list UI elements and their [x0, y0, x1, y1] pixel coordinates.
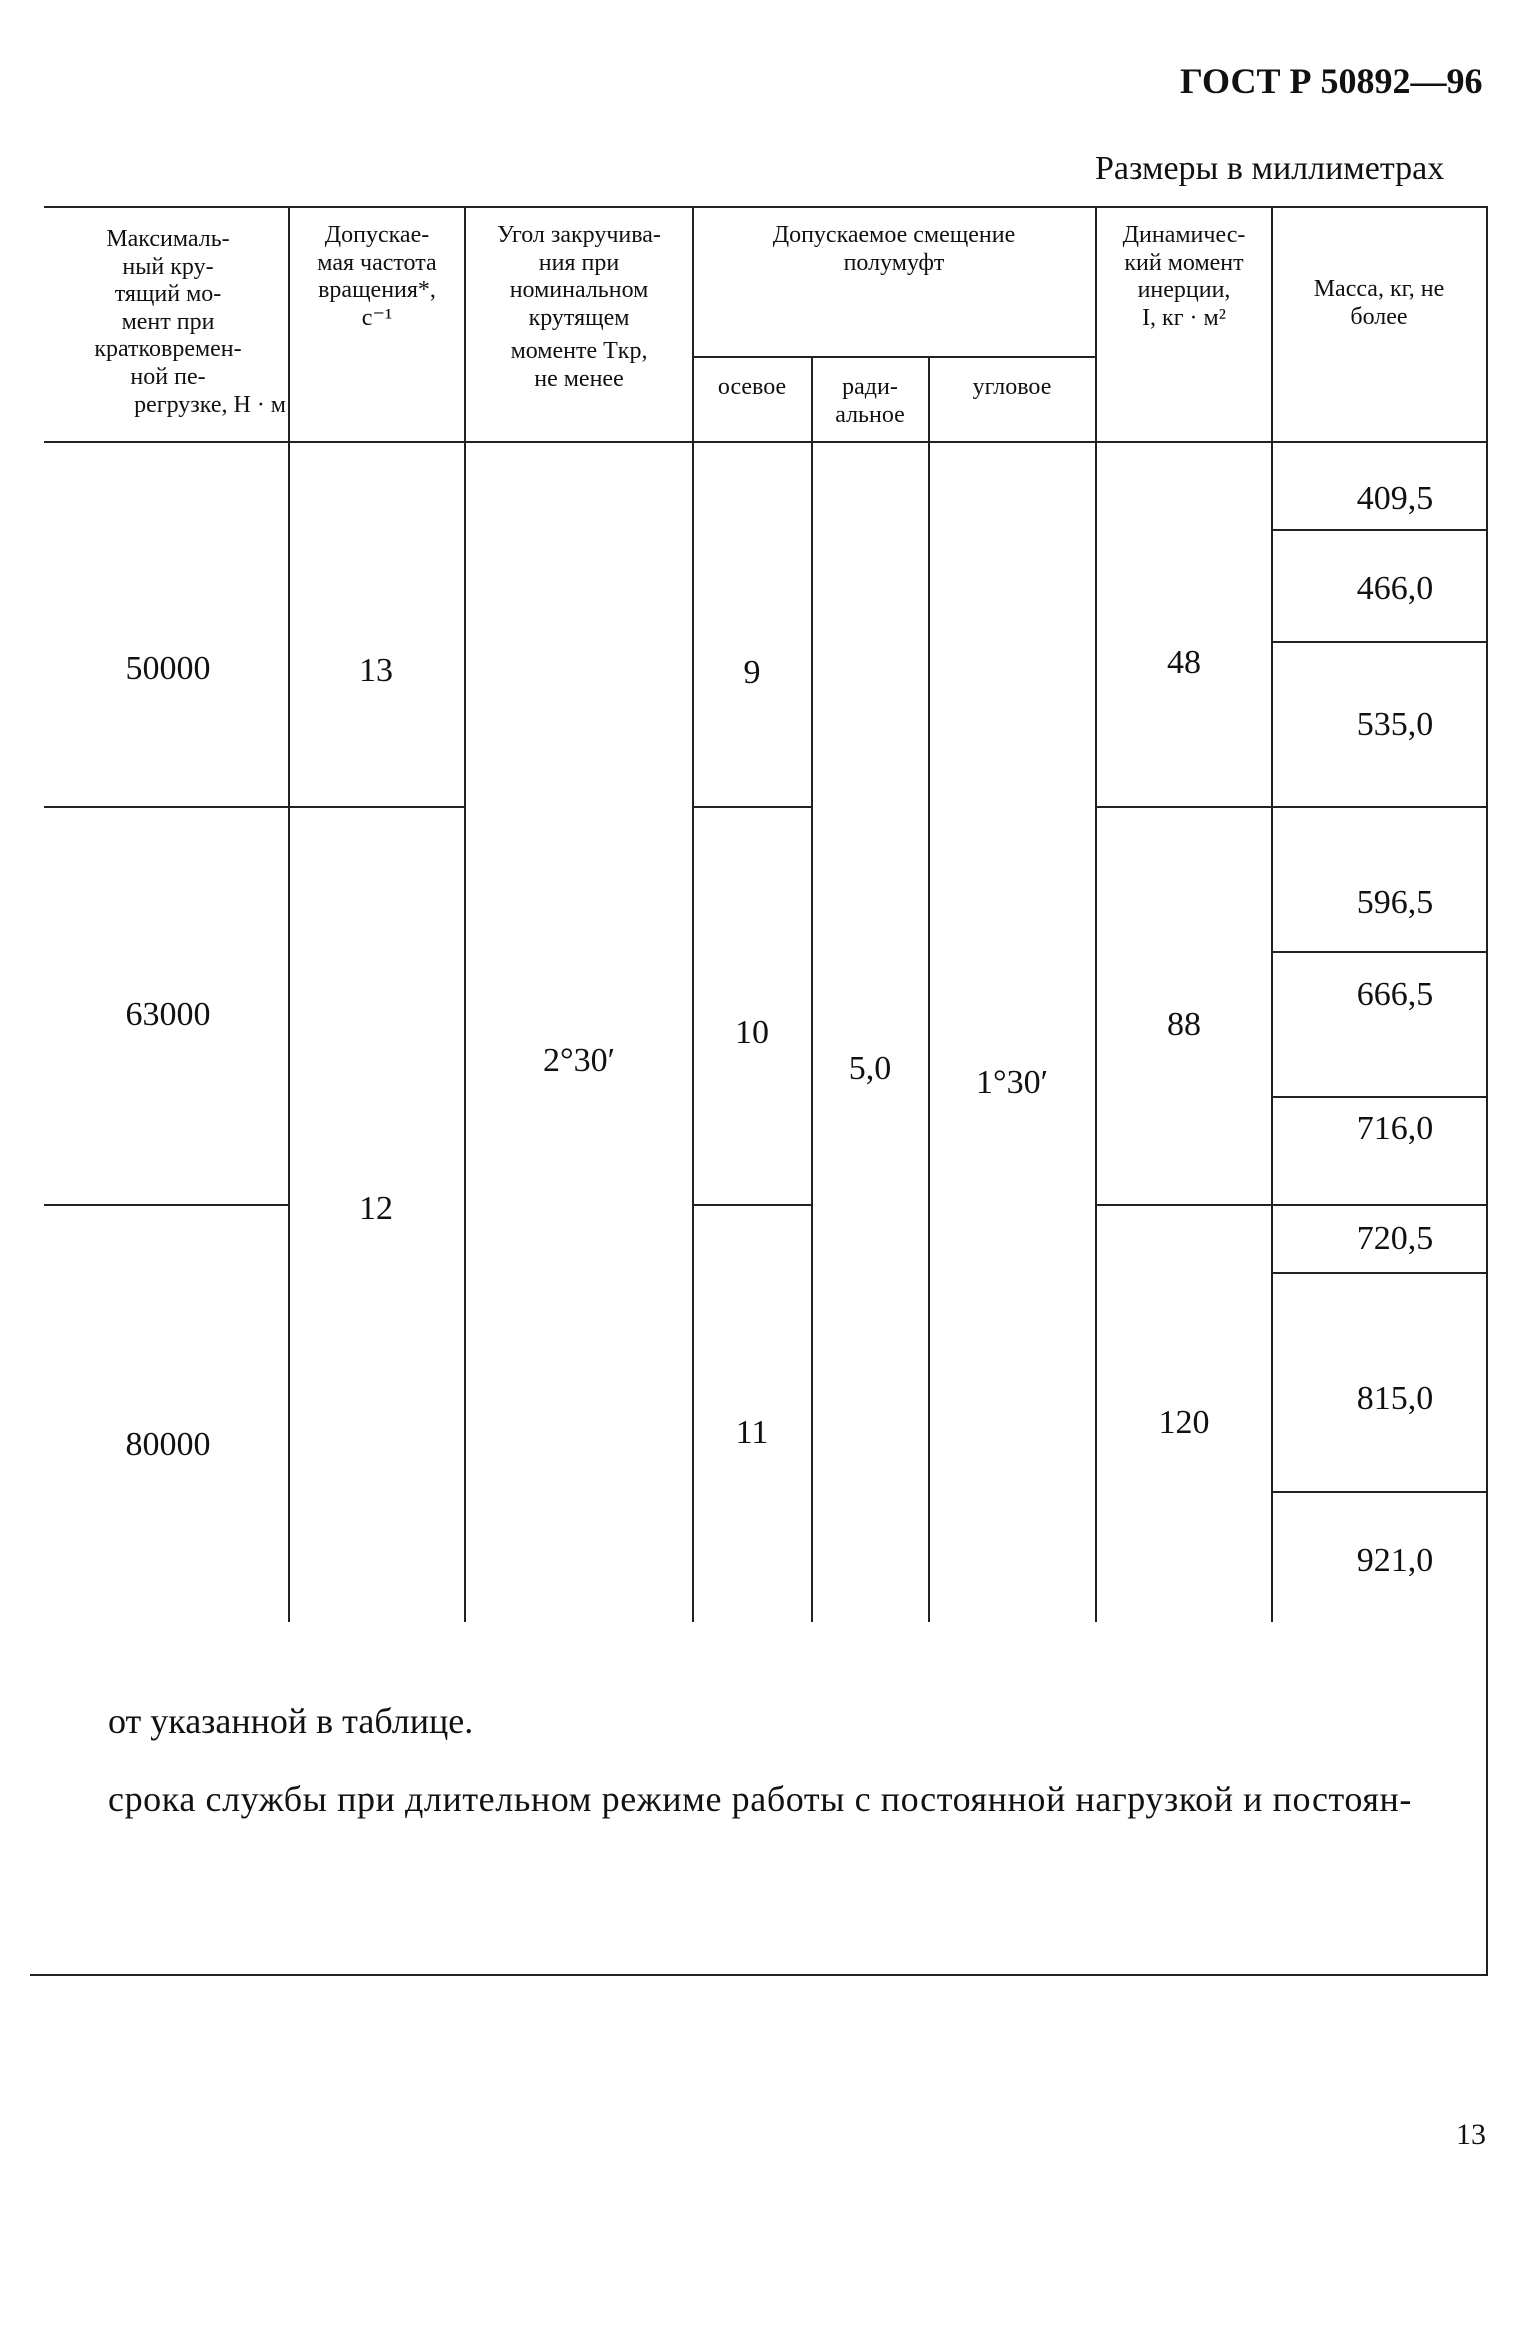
col-border-4 [811, 356, 813, 1622]
axial-cell: 10 [735, 1014, 769, 1051]
table-right-border [1486, 206, 1488, 1976]
mass-line-4 [1272, 951, 1488, 953]
header-axial: осевое [717, 374, 787, 400]
col-border-2 [464, 206, 466, 1622]
row-separator-2b [694, 1204, 812, 1206]
axial-cell: 9 [743, 654, 761, 691]
mass-cell: 720,5 [1356, 1220, 1434, 1257]
row-separator-1c [1096, 806, 1276, 808]
row-separator-2c [1096, 1204, 1488, 1206]
mass-line-5 [1272, 1096, 1488, 1098]
inertia-cell: 88 [1167, 1006, 1201, 1043]
col-border-3 [692, 206, 694, 1622]
speed-cell: 12 [359, 1190, 393, 1227]
mass-cell: 666,5 [1356, 976, 1434, 1013]
mass-cell: 596,5 [1356, 884, 1434, 921]
header-offset: Допускаемое смещение полумуфт [772, 222, 1016, 276]
mass-line-2 [1272, 641, 1488, 643]
header-radial: ради- альное [835, 374, 905, 428]
mass-cell: 409,5 [1356, 480, 1434, 517]
body-text-line: срока службы при длительном режиме работы с постоянной нагрузкой и постоян- [108, 1779, 1412, 1819]
torque-cell: 63000 [125, 996, 211, 1033]
mass-cell: 466,0 [1356, 570, 1434, 607]
header-mass: Масса, кг, не более [1313, 276, 1445, 330]
mass-line-3 [1272, 806, 1488, 808]
header-angular: угловое [972, 374, 1052, 400]
subheader-line [694, 356, 1096, 358]
mass-line-1 [1272, 529, 1488, 531]
speed-cell: 13 [359, 652, 393, 689]
page-number: 13 [1456, 2118, 1486, 2151]
col-border-5 [928, 356, 930, 1622]
torque-cell: 50000 [125, 650, 211, 687]
header-torque: Максималь- ный кру- тящий мо- мент при кратковремен- ной пе- регрузке, Н · м [94, 226, 286, 418]
mass-cell: 815,0 [1356, 1380, 1434, 1417]
inertia-cell: 48 [1167, 644, 1201, 681]
inertia-cell: 120 [1158, 1404, 1210, 1441]
document-code: ГОСТ Р 50892—96 [1180, 61, 1483, 101]
torque-cell: 80000 [125, 1426, 211, 1463]
mass-line-6 [1272, 1272, 1488, 1274]
units-note: Размеры в миллиметрах [1095, 150, 1445, 187]
row-separator-1b [694, 806, 812, 808]
angular-cell: 1°30′ [975, 1064, 1049, 1101]
header-angle: Угол закручива- ния при номинальном крутящем моменте Tкр, не менее [497, 222, 661, 392]
row-separator-1 [44, 806, 464, 808]
mass-line-7 [1272, 1491, 1488, 1493]
header-speed: Допускае- мая частота вращения*, с⁻¹ [317, 222, 437, 331]
header-inertia: Динамичес- кий момент инерции, I, кг · м² [1122, 222, 1246, 331]
col-border-1 [288, 206, 290, 1622]
axial-cell: 11 [735, 1414, 769, 1451]
angle-cell: 2°30′ [542, 1042, 616, 1079]
mass-cell: 716,0 [1356, 1110, 1434, 1147]
radial-cell: 5,0 [848, 1050, 892, 1087]
mass-cell: 535,0 [1356, 706, 1434, 743]
col-border-7 [1271, 206, 1273, 1622]
body-text-line: от указанной в таблице. [108, 1701, 474, 1741]
bottom-rule [30, 1974, 1488, 1976]
row-separator-2 [44, 1204, 288, 1206]
mass-cell: 921,0 [1356, 1542, 1434, 1579]
